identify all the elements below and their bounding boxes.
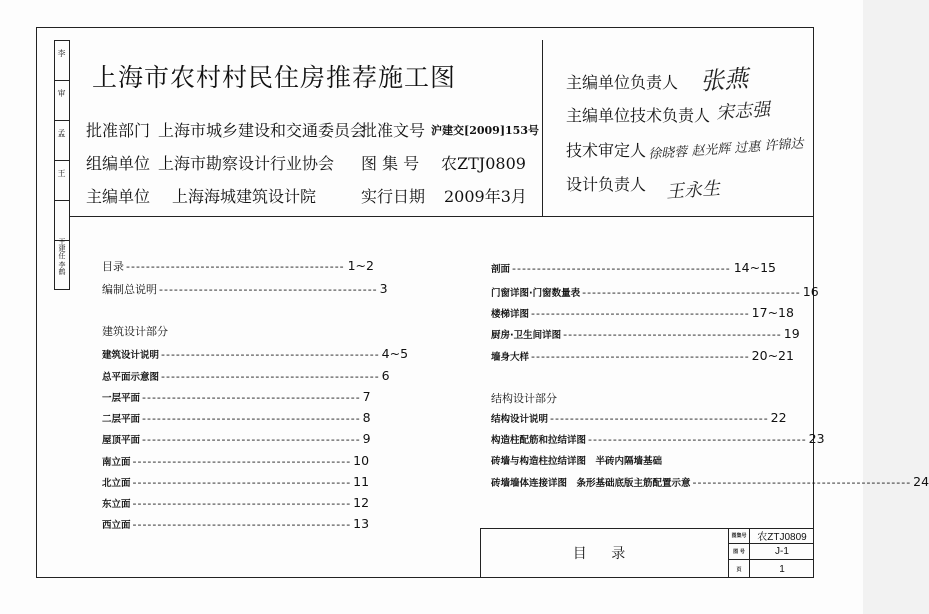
toc-entry-page: 7: [362, 389, 371, 404]
toc-entry-title: 楼梯详图: [491, 309, 530, 320]
arch-section-heading: 建筑设计部分: [102, 326, 168, 338]
toc-entry-page: 13: [353, 516, 370, 531]
toc-entry: [491, 453, 662, 467]
toc-entry-title: 剖面: [491, 264, 511, 275]
toc-entry: [491, 284, 819, 299]
toc-entry-title: 西立面: [102, 520, 131, 531]
toc-entry-title: 门窗详图·门窗数量表: [491, 288, 581, 299]
side-signature: 孟: [57, 129, 66, 137]
toc-entry: [102, 346, 409, 361]
tech-reviewer-signature: 徐晓蓉 赵光辉 过惠 许锦达: [647, 136, 804, 163]
chief-editor-label: 主编单位负责人: [566, 73, 679, 92]
effective-date-value: 2009年3月: [444, 187, 527, 206]
toc-leader: --------------------------------------------: [161, 348, 380, 361]
tech-lead-label: 主编单位技术负责人: [566, 106, 711, 125]
toc-leader: --------------------------------------------: [531, 350, 750, 363]
title-block-key: 图 号: [729, 544, 750, 559]
toc-entry-page: 10: [353, 453, 370, 468]
toc-entry-title: 砖墙墙体连接详图 条形基础底版主筋配置示意: [491, 478, 691, 489]
toc-entry: [102, 431, 371, 446]
toc-entry: [491, 305, 794, 320]
title-block-key: 页: [729, 560, 750, 578]
toc-entry-title: 一层平面: [102, 393, 141, 404]
title-block-grid: [728, 528, 814, 578]
toc-entry-title: 二层平面: [102, 414, 141, 425]
atlas-no-value: 农ZTJ0809: [441, 154, 526, 173]
side-strip-text: 王建任 李鹤: [58, 238, 66, 275]
toc-entry: [102, 389, 371, 404]
struct-section-heading: 结构设计部分: [491, 393, 557, 405]
toc-leader: --------------------------------------------: [132, 497, 352, 510]
org-unit-value: 上海市勘察设计行业协会: [158, 154, 335, 173]
toc-leader: --------------------------------------------: [142, 412, 361, 425]
toc-leader: --------------------------------------------: [142, 433, 361, 446]
toc-entry-page: 14~15: [733, 260, 776, 275]
toc-entry: [102, 495, 370, 510]
toc-entry-title: 构造柱配筋和拉结详图: [491, 435, 587, 446]
toc-entry-page: 3: [379, 281, 388, 296]
toc-entry-title: 墙身大样: [491, 352, 530, 363]
toc-entry-page: 11: [353, 474, 370, 489]
title-block-title: 目 录: [572, 546, 636, 562]
design-lead-signature: 王永生: [665, 178, 721, 203]
toc-entry-title: 北立面: [102, 478, 131, 489]
toc-leader: --------------------------------------------: [132, 455, 352, 468]
toc-entry-page: 22: [770, 410, 787, 425]
chief-editor-signature: 张燕: [699, 64, 750, 96]
toc-leader: --------------------------------------------: [132, 476, 352, 489]
toc-leader: --------------------------------------------: [582, 286, 801, 299]
toc-leader: --------------------------------------------: [142, 391, 361, 404]
toc-entry-title: 厨房·卫生间详图: [491, 330, 562, 341]
title-block-value: 1: [779, 563, 785, 575]
chief-unit-label: 主编单位: [86, 187, 151, 206]
toc-leader: --------------------------------------------: [563, 328, 782, 341]
side-signature: 王: [57, 169, 66, 177]
toc-entry-page: 4~5: [381, 346, 409, 361]
org-unit-label: 组编单位: [86, 154, 151, 173]
toc-entry: [102, 516, 370, 531]
toc-entry-page: 16: [802, 284, 819, 299]
approval-dept-value: 上海市城乡建设和交通委员会: [158, 121, 367, 140]
title-block-key: 图集号: [729, 528, 750, 543]
toc-leader: --------------------------------------------: [512, 262, 731, 275]
toc-entry: [491, 260, 776, 275]
title-block-row: [729, 560, 814, 578]
toc-entry-page: 12: [353, 495, 370, 510]
toc-entry-title: 南立面: [102, 457, 131, 468]
toc-entry: [102, 368, 390, 383]
side-signature: 李: [57, 49, 66, 57]
toc-entry-page: 19: [783, 326, 800, 341]
toc-entry: [102, 258, 374, 274]
tech-reviewer-label: 技术审定人: [566, 141, 647, 160]
side-signature: 审: [57, 89, 66, 97]
toc-entry-title: 编制总说明: [102, 283, 157, 296]
toc-entry: [102, 453, 370, 468]
toc-entry: [491, 348, 794, 363]
approval-no-label: 批准文号: [361, 121, 426, 140]
toc-leader: --------------------------------------------: [126, 260, 345, 273]
title-block-value: J-1: [775, 546, 789, 557]
toc-entry-page: 20~21: [751, 348, 794, 363]
toc-entry-title: 总平面示意图: [102, 372, 160, 383]
toc-leader: --------------------------------------------: [550, 412, 769, 425]
toc-entry: [102, 410, 371, 425]
toc-entry-title: 建筑设计说明: [102, 350, 160, 361]
approval-dept-label: 批准部门: [86, 121, 151, 140]
design-lead-label: 设计负责人: [566, 175, 647, 194]
toc-entry-title: 屋顶平面: [102, 435, 141, 446]
effective-date-label: 实行日期: [361, 187, 426, 206]
toc-entry-page: 8: [362, 410, 371, 425]
tech-lead-signature: 宋志强: [715, 99, 771, 124]
title-block-row: [729, 528, 814, 544]
toc-entry-page: 1~2: [347, 258, 374, 273]
toc-entry-page: 6: [381, 368, 390, 383]
approval-no-value: 沪建交[2009]153号: [431, 124, 539, 137]
toc-entry-title: 砖墙与构造柱拉结详图 半砖内隔墙基础: [491, 456, 663, 467]
toc-entry-page: 17~18: [751, 305, 794, 320]
toc-entry: [491, 474, 929, 489]
toc-entry: [102, 281, 388, 297]
toc-entry-page: 24: [913, 474, 929, 489]
toc-entry-title: 东立面: [102, 499, 131, 510]
toc-entry: [491, 326, 800, 341]
toc-leader: --------------------------------------------: [132, 518, 352, 531]
header-divider: [542, 40, 543, 216]
atlas-no-label: 图 集 号: [361, 154, 420, 173]
toc-leader: --------------------------------------------: [588, 433, 807, 446]
toc-leader: --------------------------------------------: [161, 370, 380, 383]
title-block-row: [729, 544, 814, 560]
chief-unit-value: 上海海城建筑设计院: [172, 187, 317, 206]
toc-entry: [491, 431, 825, 446]
title-block-value: 农ZTJ0809: [757, 532, 807, 543]
toc-entry-title: 目录: [102, 260, 124, 273]
toc-leader: --------------------------------------------: [692, 476, 912, 489]
toc-entry-page: 23: [808, 431, 825, 446]
toc-leader: --------------------------------------------: [159, 283, 378, 296]
toc-entry: [491, 410, 787, 425]
toc-entry-page: 9: [362, 431, 371, 446]
toc-leader: --------------------------------------------: [531, 307, 750, 320]
page-title: 上海市农村村民住房推荐施工图: [92, 63, 457, 92]
toc-entry-title: 结构设计说明: [491, 414, 549, 425]
toc-entry: [102, 474, 370, 489]
